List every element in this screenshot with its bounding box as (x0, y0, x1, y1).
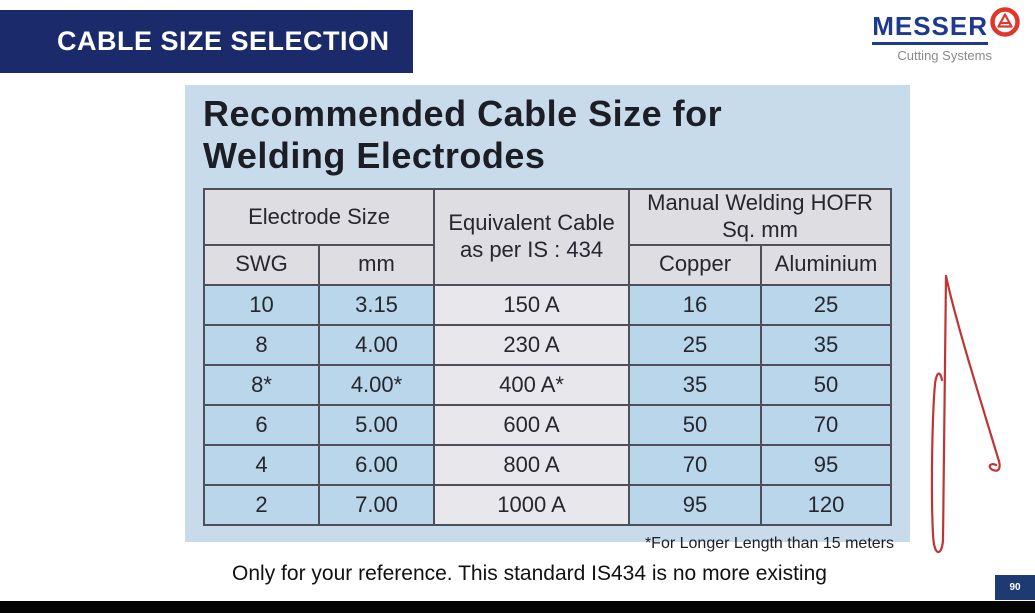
cell-mm: 4.00 (319, 325, 434, 365)
col-header-electrode-size: Electrode Size (204, 189, 434, 245)
cell-aluminium: 25 (761, 285, 891, 325)
table-row (204, 325, 891, 365)
table-footnote: *For Longer Length than 15 meters (644, 534, 894, 552)
cell-swg: 8 (204, 325, 319, 365)
table-row (204, 365, 891, 405)
table-row (204, 405, 891, 445)
red-pen-annotation (918, 262, 1028, 562)
cell-swg: 4 (204, 445, 319, 485)
col-header-equivalent-cable: Equivalent Cable as per IS : 434 (434, 189, 629, 285)
slide-title-banner (0, 10, 413, 73)
cell-aluminium: 50 (761, 365, 891, 405)
col-header-swg: SWG (204, 245, 319, 285)
cell-mm: 4.00* (319, 365, 434, 405)
page-number: 90 (1009, 582, 1021, 593)
cell-cable: 400 A* (434, 365, 629, 405)
cell-mm: 7.00 (319, 485, 434, 525)
col-header-mm: mm (319, 245, 434, 285)
logo-row (872, 5, 1020, 45)
cell-copper: 16 (629, 285, 761, 325)
cell-cable: 800 A (434, 445, 629, 485)
cable-size-table (203, 188, 892, 526)
cell-mm: 3.15 (319, 285, 434, 325)
header-row-1 (204, 189, 891, 245)
cell-copper: 25 (629, 325, 761, 365)
table-row (204, 285, 891, 325)
cell-copper: 70 (629, 445, 761, 485)
table-header (204, 189, 891, 285)
cell-copper: 50 (629, 405, 761, 445)
messer-logo (872, 5, 1020, 63)
page-number-badge (995, 575, 1035, 600)
panel-title: Recommended Cable Size for Welding Electrodes (203, 93, 723, 177)
col-header-aluminium: Aluminium (761, 245, 891, 285)
reference-note: Only for your reference. This standard IS434 is no more existing (232, 562, 827, 585)
cell-aluminium: 95 (761, 445, 891, 485)
cell-copper: 95 (629, 485, 761, 525)
cell-aluminium: 35 (761, 325, 891, 365)
cell-cable: 230 A (434, 325, 629, 365)
messer-emblem-icon (990, 7, 1020, 37)
table-row (204, 485, 891, 525)
cell-copper: 35 (629, 365, 761, 405)
cell-swg: 8* (204, 365, 319, 405)
cell-swg: 10 (204, 285, 319, 325)
cell-cable: 1000 A (434, 485, 629, 525)
table-panel (185, 85, 910, 552)
cell-swg: 6 (204, 405, 319, 445)
cell-mm: 5.00 (319, 405, 434, 445)
cell-aluminium: 120 (761, 485, 891, 525)
cell-cable: 150 A (434, 285, 629, 325)
table-body (204, 285, 891, 525)
cell-cable: 600 A (434, 405, 629, 445)
bottom-bar (0, 601, 1035, 613)
cell-mm: 6.00 (319, 445, 434, 485)
col-header-manual-welding: Manual Welding HOFR Sq. mm (629, 189, 891, 245)
cell-swg: 2 (204, 485, 319, 525)
logo-tagline: Cutting Systems (897, 48, 992, 64)
table-row (204, 445, 891, 485)
cell-aluminium: 70 (761, 405, 891, 445)
messer-wordmark: MESSER (872, 13, 988, 45)
slide-title: CABLE SIZE SELECTION (57, 26, 390, 56)
col-header-copper: Copper (629, 245, 761, 285)
